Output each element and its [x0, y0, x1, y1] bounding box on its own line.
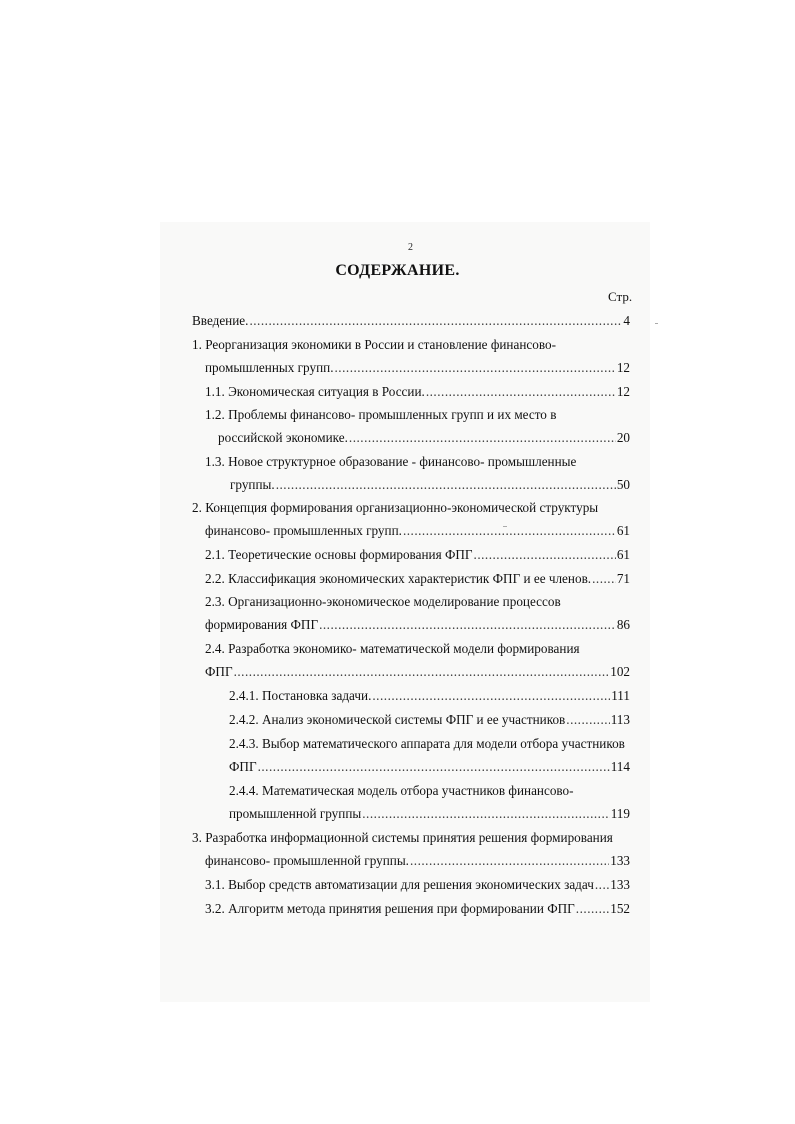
toc-entry-intro: Введение. ..... 4	[192, 313, 630, 329]
toc-entry-1-2: российской экономике. ..... 20	[218, 430, 630, 446]
leader-dots	[372, 688, 610, 704]
toc-entry-2-3: формирования ФПГ ..... 86	[205, 617, 630, 633]
toc-entry-3-2: 3.2. Алгоритм метода принятия решения при формировании ФПГ ..... 152	[205, 901, 630, 917]
leader-dots	[403, 523, 616, 539]
leader-dots	[566, 712, 609, 728]
toc-entry-2-4-line1: 2.4. Разработка экономико- математической модели формирования	[205, 641, 580, 656]
scan-speck	[503, 526, 507, 527]
toc-entry-2-4-1: 2.4.1. Постановка задачи. ..... 111	[229, 688, 630, 704]
leader-dots	[576, 901, 609, 917]
toc-entry-2-4-2: 2.4.2. Анализ экономической системы ФПГ и ее участников ..... 113	[229, 712, 630, 728]
scan-speck	[655, 323, 658, 324]
toc-entry-2-2: 2.2. Классификация экономических характеристик ФПГ и ее членов. ..... 71	[205, 571, 630, 587]
toc-entry-2-1: 2.1. Теоретические основы формирования ФПГ ..... 61	[205, 547, 630, 563]
leader-dots	[426, 384, 616, 400]
toc-entry-ch2: финансово- промышленных групп. ..... 61	[205, 523, 630, 539]
leader-dots	[362, 806, 609, 822]
leader-dots	[410, 853, 609, 869]
toc-entry-2-4-4-line1: 2.4.4. Математическая модель отбора участников финансово-	[229, 783, 574, 798]
leader-dots	[335, 360, 616, 376]
toc-entry-1-2-line1: 1.2. Проблемы финансово- промышленных групп и их место в	[205, 407, 557, 422]
toc-entry-2-4: ФПГ ..... 102	[205, 664, 630, 680]
leader-dots	[592, 571, 616, 587]
leader-dots	[474, 547, 616, 563]
toc-entry-2-4-3-line1: 2.4.3. Выбор математического аппарата для модели отбора участников	[229, 736, 625, 751]
leader-dots	[258, 759, 610, 775]
toc-entry-1-1: 1.1. Экономическая ситуация в России. ..... 12	[205, 384, 630, 400]
toc-entry-2-4-4: промышленной группы ..... 119	[229, 806, 630, 822]
leader-dots	[249, 313, 622, 329]
toc-entry-1-3: группы. ..... 50	[230, 477, 630, 493]
toc-entry-ch3: финансово- промышленной группы. ..... 133	[205, 853, 630, 869]
toc-entry-2-4-3: ФПГ ..... 114	[229, 759, 630, 775]
toc-entry-ch1-line1: 1. Реорганизация экономики в России и становление финансово-	[192, 337, 556, 352]
leader-dots	[276, 477, 616, 493]
toc-entry-ch3-line1: 3. Разработка информационной системы принятия решения формирования	[192, 830, 613, 845]
toc-entry-1-3-line1: 1.3. Новое структурное образование - финансово- промышленные	[205, 454, 577, 469]
leader-dots	[349, 430, 616, 446]
page-number: 2	[408, 242, 413, 253]
toc-entry-ch1: промышленных групп. ..... 12	[205, 360, 630, 376]
leader-dots	[595, 877, 609, 893]
page-title: СОДЕРЖАНИЕ.	[335, 262, 460, 279]
leader-dots	[319, 617, 616, 633]
toc-entry-ch2-line1: 2. Концепция формирования организационно-экономической структуры	[192, 500, 599, 515]
toc-entry-2-3-line1: 2.3. Организационно-экономическое моделирование процессов	[205, 594, 561, 609]
toc-entry-3-1: 3.1. Выбор средств автоматизации для решения экономических задач ..... 133	[205, 877, 630, 893]
leader-dots	[234, 664, 610, 680]
page-column-label: Стр.	[608, 289, 633, 304]
